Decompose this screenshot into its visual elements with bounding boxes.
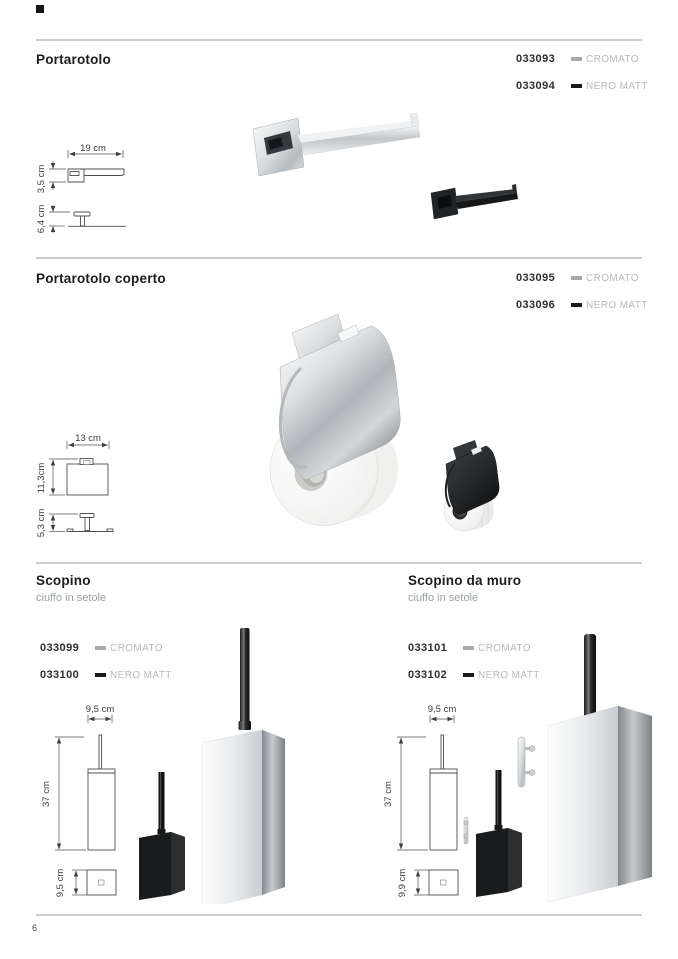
roll-holder-side-view — [74, 212, 90, 216]
wall-bracket-hardware-small — [461, 816, 471, 846]
corner-mark — [36, 5, 44, 13]
screw — [529, 746, 535, 752]
product-code: 033099 — [40, 642, 80, 654]
section-title: Portarotolo coperto — [36, 271, 166, 286]
finish-swatch-nero — [95, 673, 106, 677]
product-code: 033101 — [408, 642, 448, 654]
section-subtitle: ciuffo in setole — [36, 592, 107, 604]
brush-handle — [441, 735, 444, 769]
finish-swatch-cromato — [571, 276, 582, 280]
section-title: Scopino da muro — [408, 573, 522, 588]
finish-label: CROMATO — [586, 272, 639, 284]
bracket-plate — [518, 737, 525, 787]
product-code-row — [516, 80, 648, 92]
holder-front-face — [476, 828, 508, 897]
section-divider — [36, 562, 642, 564]
section-title: Scopino — [36, 573, 91, 588]
roll-holder-chrome-photo — [240, 112, 432, 178]
holder-front-face — [548, 706, 618, 902]
toilet-brush-chrome-photo — [196, 626, 288, 904]
product-code: 033094 — [516, 80, 556, 92]
holder-front-face — [139, 832, 171, 900]
dim-depth-label: 9,9 cm — [397, 868, 408, 898]
holder-side-face — [508, 828, 522, 892]
toilet-brush-black-photo — [136, 772, 188, 900]
tech-drawing-scopino-da-muro — [378, 698, 473, 903]
covered-holder-front-view — [67, 464, 108, 495]
page-number: 6 — [32, 923, 38, 933]
finish-label: NERO MATT — [586, 80, 648, 92]
holder-front-face — [202, 730, 262, 904]
finish-label: NERO MATT — [110, 669, 172, 681]
product-code: 033096 — [516, 299, 556, 311]
section-divider — [36, 257, 642, 259]
product-code-row — [516, 272, 639, 284]
dim-height-label: 3,5 cm — [36, 164, 47, 194]
holder-side-face — [171, 832, 185, 895]
finish-label: CROMATO — [110, 642, 163, 654]
finish-swatch-nero — [463, 673, 474, 677]
tech-drawing-portarotolo — [36, 136, 136, 236]
finish-swatch-cromato — [95, 646, 106, 650]
dim-depth-label: 5,3 cm — [36, 508, 47, 538]
finish-label: NERO MATT — [586, 299, 648, 311]
product-code: 033095 — [516, 272, 556, 284]
footer-divider — [36, 914, 642, 916]
dim-width-label: 9,5 cm — [427, 704, 457, 715]
product-code-row — [516, 299, 648, 311]
dim-width-label: 19 cm — [80, 143, 106, 154]
product-code: 033100 — [40, 669, 80, 681]
wall-toilet-brush-chrome-photo — [540, 634, 658, 906]
dim-depth-label: 6,4 cm — [36, 204, 47, 234]
finish-swatch-nero — [571, 303, 582, 307]
screw — [464, 834, 468, 838]
finish-swatch-cromato — [463, 646, 474, 650]
covered-holder-chrome-photo — [250, 303, 415, 535]
brush-handle — [159, 772, 165, 832]
product-code-row — [40, 642, 163, 654]
holder-side-face — [262, 730, 285, 895]
product-code-row — [516, 53, 639, 65]
finish-swatch-cromato — [571, 57, 582, 61]
product-code: 033093 — [516, 53, 556, 65]
holder-side-face — [618, 706, 652, 886]
brush-handle — [496, 770, 502, 828]
finish-swatch-nero — [571, 84, 582, 88]
dim-height-label: 37 cm — [383, 781, 394, 807]
section-title: Portarotolo — [36, 52, 111, 67]
tech-drawing-scopino — [36, 698, 131, 903]
product-code-row — [40, 669, 172, 681]
dim-width-label: 13 cm — [75, 433, 101, 444]
dim-width-label: 9,5 cm — [85, 704, 115, 715]
section-subtitle: ciuffo in setole — [408, 592, 479, 604]
wall-bracket-hardware — [515, 735, 537, 791]
tech-drawing-portarotolo-coperto — [36, 428, 136, 540]
screw — [464, 821, 468, 825]
finish-label: NERO MATT — [478, 669, 540, 681]
covered-holder-black-photo — [433, 437, 505, 535]
roll-holder-black-photo — [424, 184, 524, 224]
covered-holder-side-view — [80, 514, 94, 518]
screw — [529, 770, 535, 776]
finish-label: CROMATO — [586, 53, 639, 65]
dim-height-label: 11,3cm — [36, 462, 47, 494]
brush-holder-front-view — [430, 769, 457, 850]
product-code-row — [408, 669, 540, 681]
brush-holder-front-view — [88, 769, 115, 850]
product-code-row — [408, 642, 531, 654]
product-code: 033102 — [408, 669, 448, 681]
section-divider — [36, 39, 642, 41]
finish-label: CROMATO — [478, 642, 531, 654]
dim-depth-label: 9,5 cm — [55, 868, 66, 898]
dim-height-label: 37 cm — [41, 781, 52, 807]
brush-handle — [584, 634, 596, 724]
brush-handle — [99, 735, 102, 769]
brush-handle — [240, 628, 250, 726]
